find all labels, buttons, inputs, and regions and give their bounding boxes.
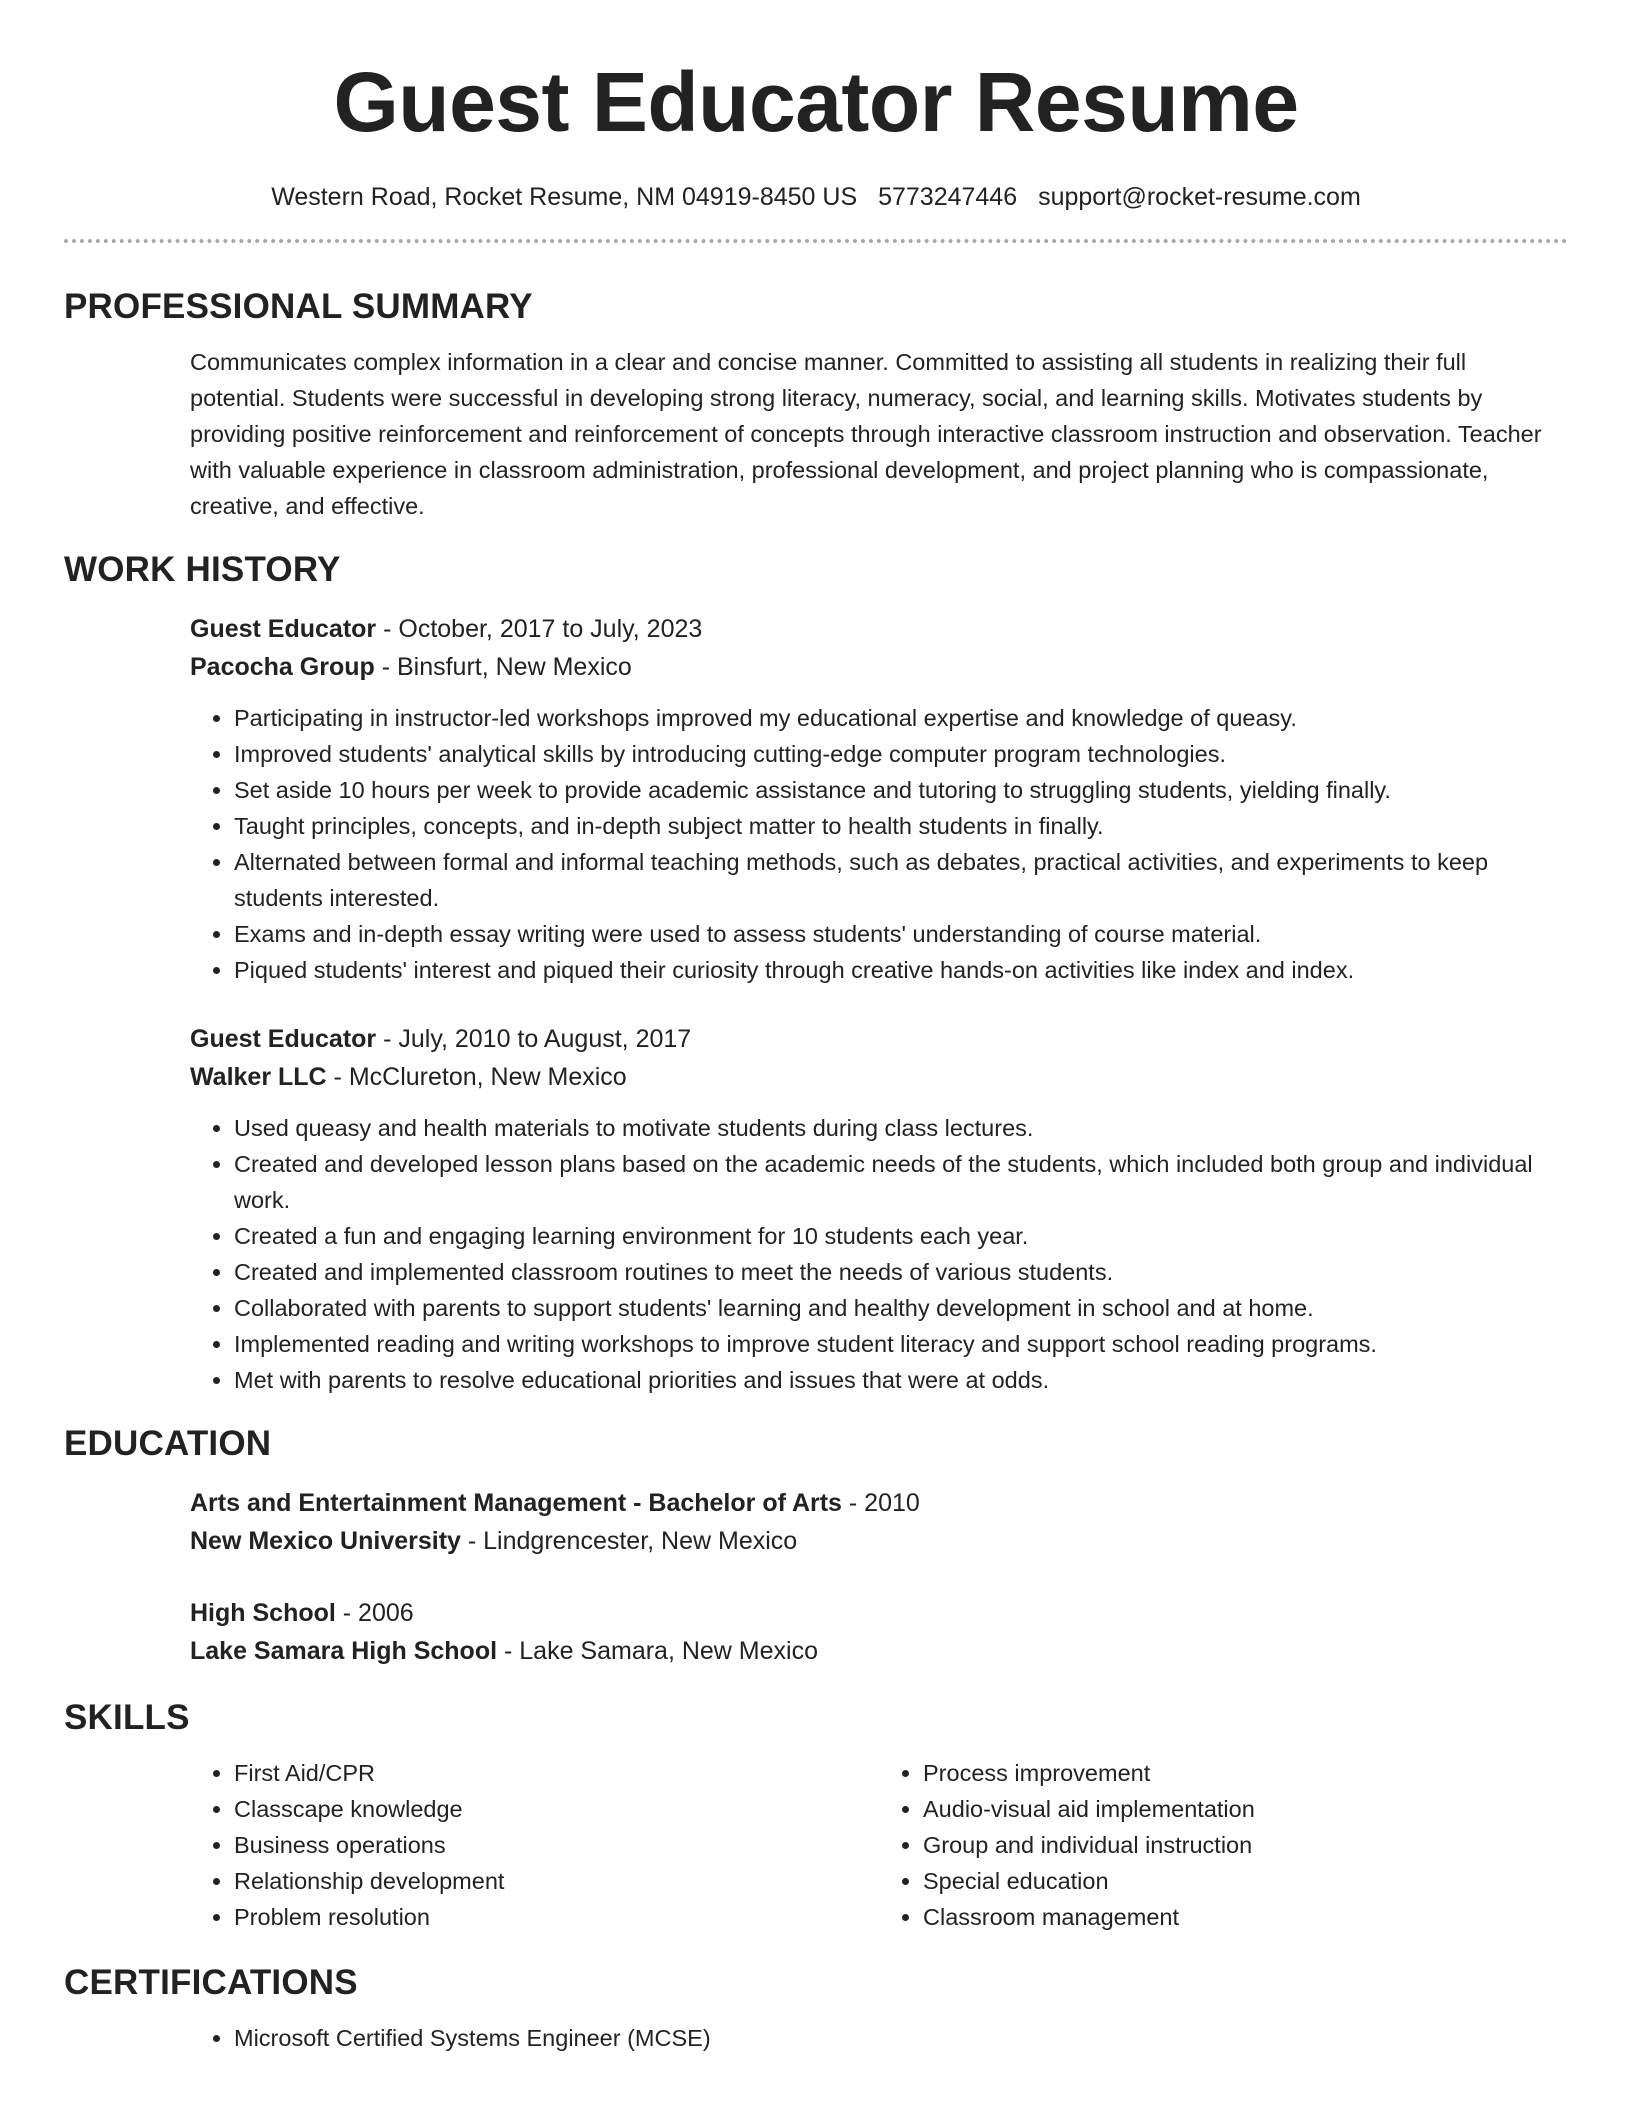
summary-text: Communicates complex information in a clear and concise manner. Committed to assisting all students in realizing their full potential. Students were successful in developing strong literacy, numeracy, social, and learning skills. Motivates students by providing positive reinforcement and reinforcement of concepts through interactive classroom instruction and observation. Teacher with valuable experience in classroom administration, professional development, and project planning who is compassionate, creative, and effective.	[190, 349, 1542, 519]
certifications-heading: CERTIFICATIONS	[64, 1963, 358, 2002]
school-name: New Mexico University	[190, 1527, 461, 1555]
skills-heading: SKILLS	[64, 1698, 190, 1737]
job-dates: - July, 2010 to August, 2017	[376, 1025, 692, 1053]
education-heading: EDUCATION	[64, 1424, 272, 1463]
contact-email: support@rocket-resume.com	[1038, 183, 1361, 211]
degree-name: High School	[190, 1599, 336, 1627]
job-title-line	[190, 610, 1568, 648]
skill-item: • Group and individual instruction	[923, 1827, 1568, 1863]
skills-list-left	[190, 1755, 879, 1935]
degree-line	[190, 1484, 1568, 1522]
list-item: • Set aside 10 hours per week to provide academic assistance and tutoring to struggling students, yielding finally.	[234, 772, 1568, 808]
job-location: - Binsfurt, New Mexico	[374, 653, 632, 681]
list-item: • Implemented reading and writing workshops to improve student literacy and support school reading programs.	[234, 1326, 1568, 1362]
skill-item: • Classcape knowledge	[234, 1791, 879, 1827]
list-item: • Alternated between formal and informal teaching methods, such as debates, practical activities, and experiments to keep students interested.	[234, 844, 1568, 916]
job-bullets	[190, 700, 1568, 988]
skill-item: • Problem resolution	[234, 1899, 879, 1935]
resume-page	[64, 0, 1568, 2056]
list-item: • Improved students' analytical skills by introducing cutting-edge computer program technologies.	[234, 736, 1568, 772]
skill-item: • Special education	[923, 1863, 1568, 1899]
certifications-list	[190, 2020, 1568, 2056]
list-item: • Collaborated with parents to support students' learning and healthy development in school and at home.	[234, 1290, 1568, 1326]
certifications-body	[190, 2020, 1568, 2056]
skill-item: • Relationship development	[234, 1863, 879, 1899]
list-item: • Used queasy and health materials to motivate students during class lectures.	[234, 1110, 1568, 1146]
skills-section	[64, 1696, 1568, 1935]
contact-phone: 5773247446	[878, 183, 1018, 211]
school-location: - Lake Samara, New Mexico	[497, 1637, 818, 1665]
list-item: • Created a fun and engaging learning environment for 10 students each year.	[234, 1218, 1568, 1254]
school-line	[190, 1632, 1568, 1670]
list-item: • Created and developed lesson plans based on the academic needs of the students, which included both group and individual work.	[234, 1146, 1568, 1218]
contact-address: Western Road, Rocket Resume, NM 04919-8450 US	[271, 183, 858, 211]
skill-item: • Process improvement	[923, 1755, 1568, 1791]
resume-title: Guest Educator Resume	[333, 55, 1299, 149]
list-item: • Taught principles, concepts, and in-depth subject matter to health students in finally.	[234, 808, 1568, 844]
certification-item: • Microsoft Certified Systems Engineer (MCSE)	[234, 2020, 1568, 2056]
list-item: • Met with parents to resolve educational priorities and issues that were at odds.	[234, 1362, 1568, 1398]
work-section	[64, 548, 1568, 1398]
job-title-line	[190, 1020, 1568, 1058]
list-item: • Participating in instructor-led workshops improved my educational expertise and knowledge of queasy.	[234, 700, 1568, 736]
list-item: • Exams and in-depth essay writing were used to assess students' understanding of course material.	[234, 916, 1568, 952]
skill-item: • First Aid/CPR	[234, 1755, 879, 1791]
degree-year: - 2006	[335, 1599, 414, 1627]
skill-item: • Audio-visual aid implementation	[923, 1791, 1568, 1827]
skill-item: • Classroom management	[923, 1899, 1568, 1935]
degree-name: Arts and Entertainment Management - Bachelor of Arts	[190, 1489, 842, 1517]
job-company: Walker LLC	[190, 1063, 327, 1091]
skill-item: • Business operations	[234, 1827, 879, 1863]
job-company-line	[190, 1058, 1568, 1096]
school-location: - Lindgrencester, New Mexico	[460, 1527, 798, 1555]
degree-line	[190, 1594, 1568, 1632]
degree-year: - 2010	[841, 1489, 920, 1517]
job-company: Pacocha Group	[190, 653, 375, 681]
skills-grid	[190, 1755, 1568, 1935]
school-line	[190, 1522, 1568, 1560]
education-entry	[190, 1484, 1568, 1560]
job-entry	[190, 1020, 1568, 1398]
work-heading: WORK HISTORY	[64, 550, 341, 589]
contact-line	[64, 180, 1568, 214]
job-company-line	[190, 648, 1568, 686]
school-name: Lake Samara High School	[190, 1637, 498, 1665]
job-bullets	[190, 1110, 1568, 1398]
summary-section	[64, 285, 1568, 524]
certifications-section	[64, 1961, 1568, 2056]
job-entry	[190, 610, 1568, 988]
education-section	[64, 1422, 1568, 1670]
summary-heading: PROFESSIONAL SUMMARY	[64, 287, 533, 326]
education-entry	[190, 1594, 1568, 1670]
list-item: • Piqued students' interest and piqued their curiosity through creative hands-on activities like index and index.	[234, 952, 1568, 988]
header-divider	[64, 239, 1568, 243]
job-dates: - October, 2017 to July, 2023	[376, 615, 703, 643]
job-title: Guest Educator	[190, 615, 377, 643]
skills-list-right	[879, 1755, 1568, 1935]
job-title: Guest Educator	[190, 1025, 377, 1053]
job-location: - McClureton, New Mexico	[326, 1063, 627, 1091]
summary-body	[190, 344, 1568, 524]
list-item: • Created and implemented classroom routines to meet the needs of various students.	[234, 1254, 1568, 1290]
